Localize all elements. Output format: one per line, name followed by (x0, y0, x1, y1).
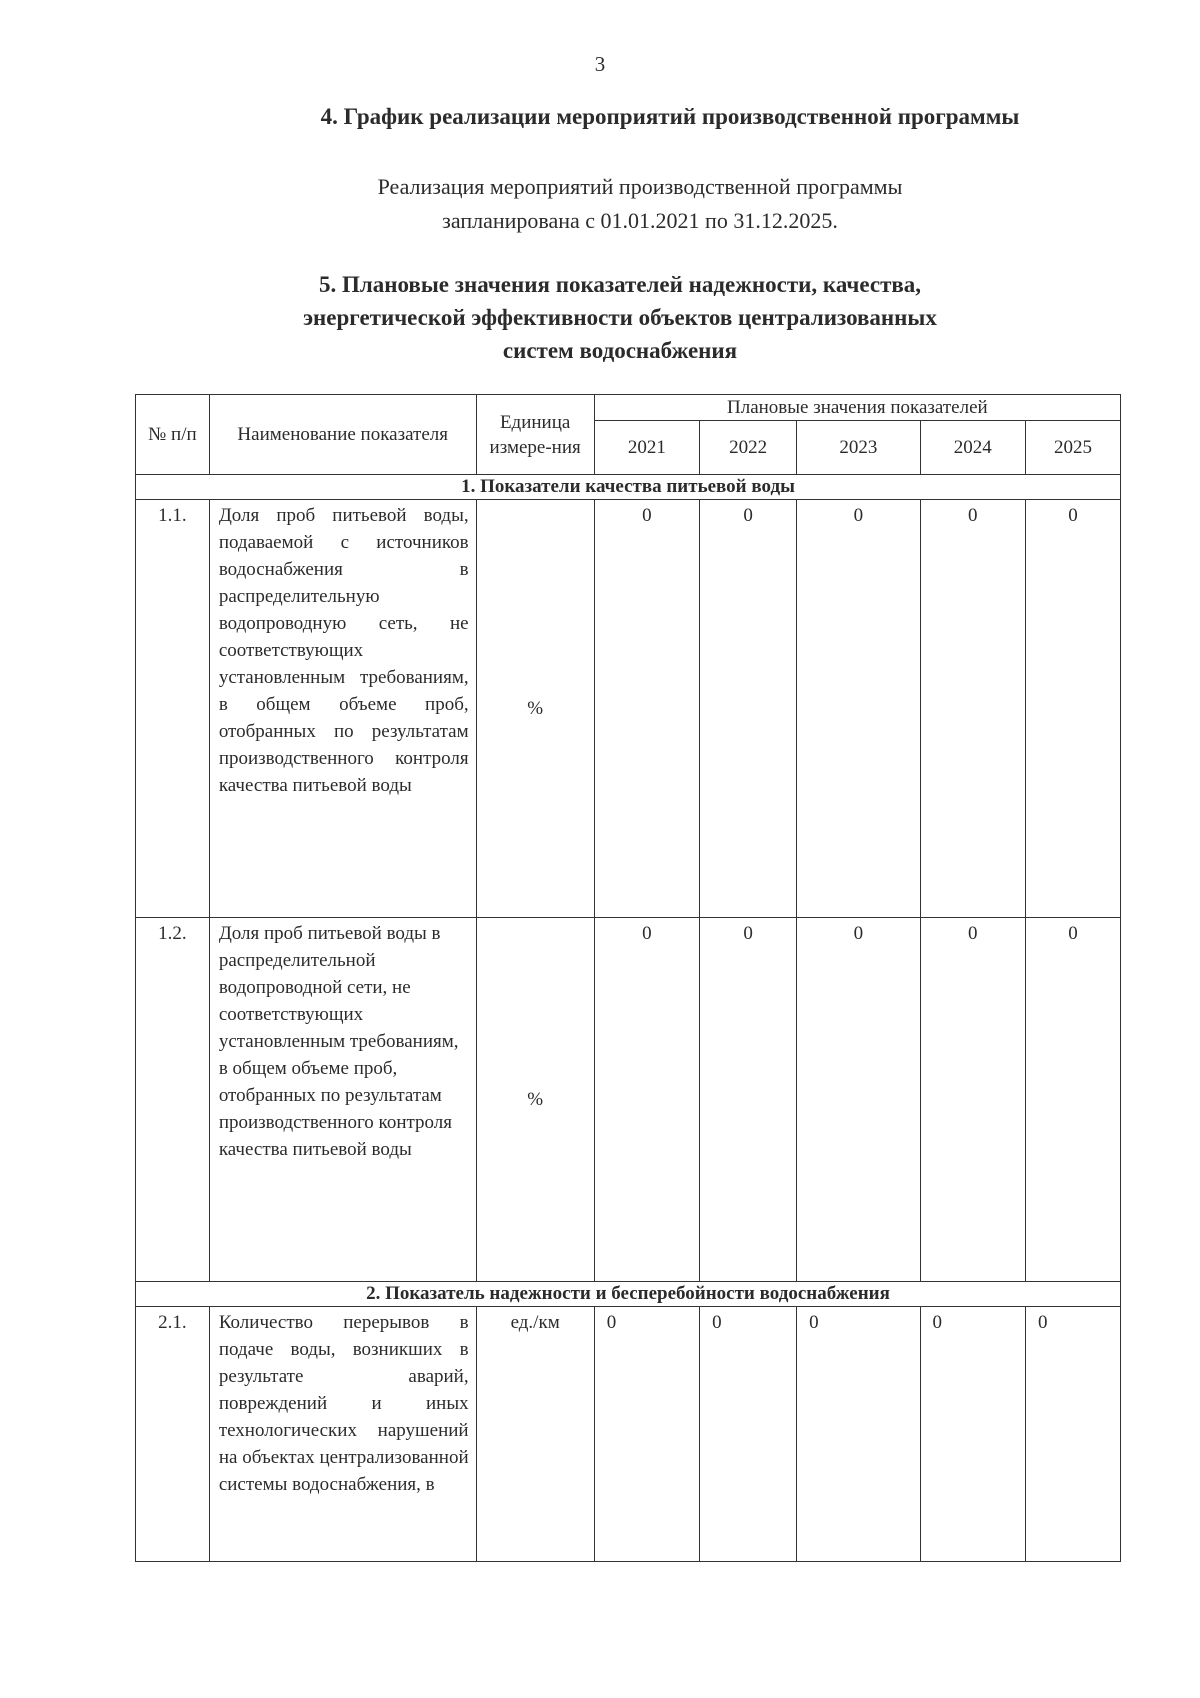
row-value: 0 (920, 1307, 1025, 1562)
row-value: 0 (920, 918, 1025, 1282)
section-title: 1. Показатели качества питьевой воды (136, 475, 1121, 500)
section-4-title: 4. График реализации мероприятий производственной программы (320, 104, 1020, 129)
row-value: 0 (1026, 918, 1121, 1282)
row-unit: ед./км (476, 1307, 594, 1562)
row-value: 0 (594, 1307, 699, 1562)
header-number: № п/п (136, 395, 210, 475)
row-indicator-name: Доля проб питьевой воды, подаваемой с источников водоснабжения в распределительную водопроводную сеть, не соответствующих установленным требованиям, в общем объеме проб, отобранных по результатам производственного контроля качества питьевой воды (209, 500, 476, 918)
indicators-table (135, 394, 1121, 1562)
table-row (136, 1307, 1121, 1562)
section-5-title-line-2: энергетической эффективности объектов централизованных (303, 305, 937, 330)
section-5-title (170, 268, 1070, 367)
row-indicator-name: Количество перерывов в подаче воды, возникших в результате аварий, повреждений и иных технологических нарушений на объектах централизованной системы водоснабжения, в (209, 1307, 476, 1562)
row-value: 0 (797, 918, 920, 1282)
header-year: 2023 (797, 421, 920, 475)
row-number: 1.2. (136, 918, 210, 1282)
header-planned-values: Плановые значения показателей (594, 395, 1120, 421)
row-value: 0 (594, 500, 699, 918)
section-4-text-line-1: Реализация мероприятий производственной программы (377, 174, 903, 199)
row-value: 0 (700, 1307, 797, 1562)
page-number: 3 (594, 52, 606, 76)
row-number: 2.1. (136, 1307, 210, 1562)
section-4-text-line-2: запланирована с 01.01.2021 по 31.12.2025. (442, 208, 838, 233)
header-year: 2021 (594, 421, 699, 475)
table-row (136, 918, 1121, 1282)
table-row (136, 500, 1121, 918)
row-value: 0 (594, 918, 699, 1282)
section-title: 2. Показатель надежности и бесперебойности водоснабжения (136, 1282, 1121, 1307)
row-value: 0 (700, 918, 797, 1282)
row-unit: % (476, 500, 594, 918)
row-value: 0 (797, 500, 920, 918)
header-year: 2025 (1026, 421, 1121, 475)
section-4-text (230, 170, 1050, 238)
header-year: 2022 (700, 421, 797, 475)
row-value: 0 (700, 500, 797, 918)
row-number: 1.1. (136, 500, 210, 918)
row-value: 0 (1026, 500, 1121, 918)
section-5-title-line-1: 5. Плановые значения показателей надежности, качества, (318, 272, 922, 297)
row-value: 0 (797, 1307, 920, 1562)
section-row (136, 1282, 1121, 1307)
section-5-title-line-3: систем водоснабжения (502, 338, 738, 363)
row-value: 0 (920, 500, 1025, 918)
section-row (136, 475, 1121, 500)
header-year: 2024 (920, 421, 1025, 475)
row-indicator-name: Доля проб питьевой воды в распределительной водопроводной сети, не соответствующих установленным требованиям, в общем объеме проб, отобранных по результатам производственного контроля качества питьевой воды (209, 918, 476, 1282)
row-value: 0 (1026, 1307, 1121, 1562)
row-unit: % (476, 918, 594, 1282)
header-unit: Единица измере-ния (476, 395, 594, 475)
header-indicator-name: Наименование показателя (209, 395, 476, 475)
